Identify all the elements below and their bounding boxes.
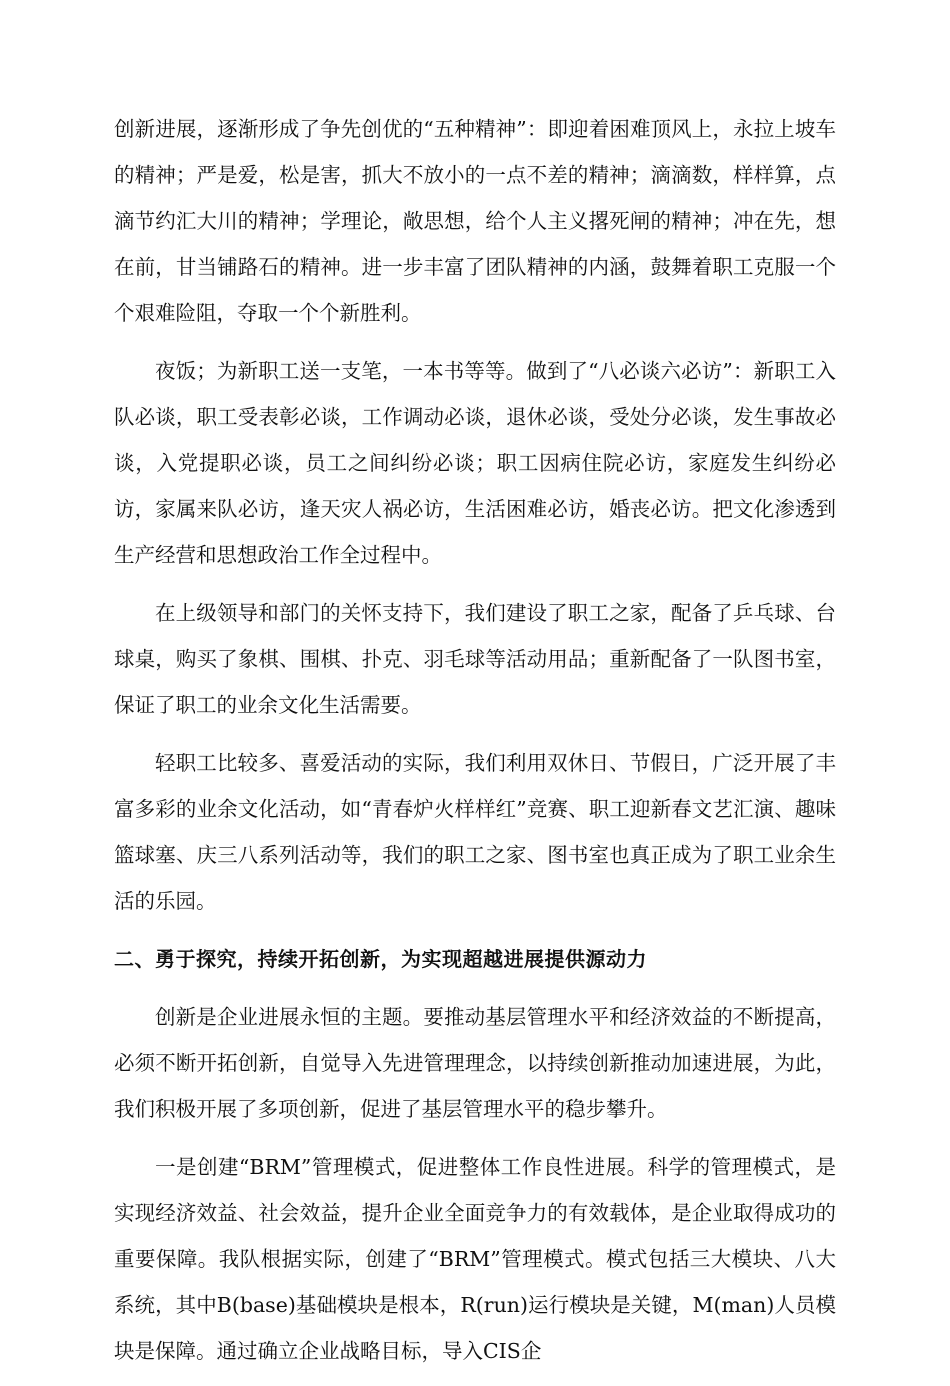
- paragraph-2: 夜饭；为新职工送一支笔，一本书等等。做到了“八必谈六必访”：新职工入队必谈，职工受表彰必谈，工作调动必谈，退休必谈，受处分必谈，发生事故必谈，入党提职必谈，员工之间纠纷必谈；职工因病住院必访，家庭发生纠纷必访，家属来队必访，逢天灾人祸必访，生活困难必访，婚丧必访。把文化渗透到生产经营和思想政治工作全过程中。: [114, 359, 836, 567]
- section-heading: 二、勇于探究，持续开拓创新，为实现超越进展提供源动力: [114, 947, 647, 971]
- document-page: [114, 106, 836, 1386]
- paragraph-4: 轻职工比较多、喜爱活动的实际，我们利用双休日、节假日，广泛开展了丰富多彩的业余文化活动，如“青春炉火样样红”竞赛、职工迎新春文艺汇演、趣味篮球塞、庆三八系列活动等，我们的职工之家、图书室也真正成为了职工业余生活的乐园。: [114, 751, 836, 913]
- paragraph-3: 在上级领导和部门的关怀支持下，我们建设了职工之家，配备了乒乓球、台球桌，购买了象棋、围棋、扑克、羽毛球等活动用品；重新配备了一队图书室，保证了职工的业余文化生活需要。: [114, 601, 836, 717]
- paragraph-5: 创新是企业进展永恒的主题。要推动基层管理水平和经济效益的不断提高，必须不断开拓创新，自觉导入先进管理理念，以持续创新推动加速进展，为此，我们积极开展了多项创新，促进了基层管理水平的稳步攀升。: [114, 1005, 836, 1121]
- paragraph-6: 一是创建“BRM”管理模式，促进整体工作良性进展。科学的管理模式，是实现经济效益、社会效益，提升企业全面竞争力的有效载体，是企业取得成功的重要保障。我队根据实际，创建了“BRM”管理模式。模式包括三大模块、八大系统，其中B(base)基础模块是根本，R(run)运行模块是关键，M(man)人员模块是保障。通过确立企业战略目标，导入CIS企: [114, 1155, 836, 1363]
- paragraph-1: 创新进展，逐渐形成了争先创优的“五种精神”：即迎着困难顶风上，永拉上坡车的精神；严是爱，松是害，抓大不放小的一点不差的精神；滴滴数，样样算，点滴节约汇大川的精神；学理论，敞思想，给个人主义撂死闸的精神；冲在先，想在前，甘当铺路石的精神。进一步丰富了团队精神的内涵，鼓舞着职工克服一个个艰难险阻，夺取一个个新胜利。: [114, 117, 836, 325]
